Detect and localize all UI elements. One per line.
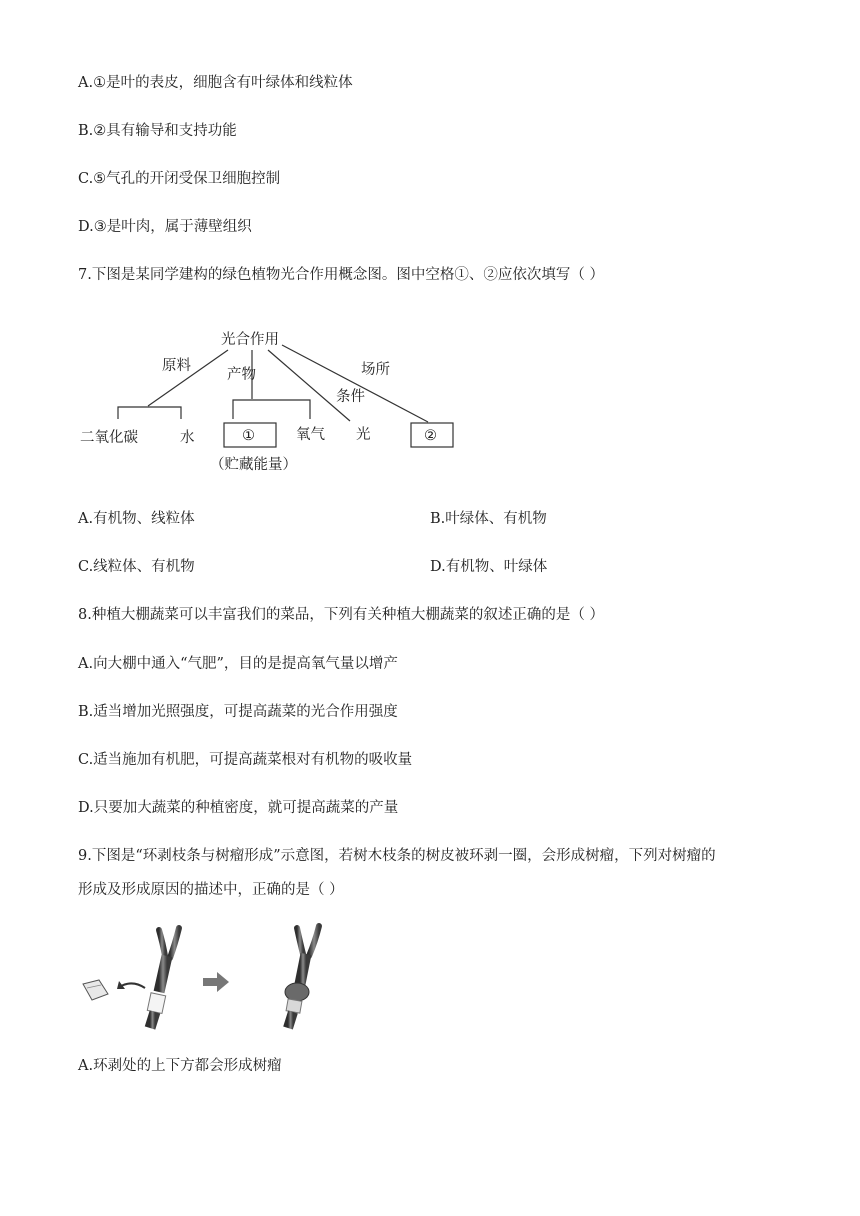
condition-light: 光 xyxy=(356,427,371,443)
photosynthesis-concept-map xyxy=(0,315,500,480)
label-condition: 条件 xyxy=(336,389,365,405)
label-raw-material: 原料 xyxy=(162,358,191,374)
q8-option-d: D.只要加大蔬菜的种植密度，就可提高蔬菜的产量 xyxy=(78,800,399,816)
q7-option-c: C.线粒体、有机物 xyxy=(78,559,195,575)
right-arrow-icon xyxy=(203,972,229,992)
q8-option-c: C.适当施加有机肥，可提高蔬菜根对有机物的吸收量 xyxy=(78,752,413,768)
blank-1-note: （贮藏能量） xyxy=(210,457,297,473)
q7-stem: 7.下图是某同学建构的绿色植物光合作用概念图。图中空格①、②应依次填写（ ） xyxy=(78,267,604,283)
q8-option-b: B.适当增加光照强度，可提高蔬菜的光合作用强度 xyxy=(78,704,398,720)
q7-option-a: A.有机物、线粒体 xyxy=(78,511,195,527)
blank-1: ① xyxy=(242,428,255,444)
q9-stem-line1: 9.下图是“环剥枝条与树瘤形成”示意图，若树木枝条的树皮被环剥一圈，会形成树瘤，下列对树瘤的 xyxy=(78,848,716,864)
label-product: 产物 xyxy=(227,367,256,383)
peeled-bark-piece xyxy=(83,980,108,1000)
girdled-branch-illustration xyxy=(75,922,345,1032)
curved-arrow-icon xyxy=(117,981,145,989)
label-place: 场所 xyxy=(361,362,390,378)
q7-option-b: B.叶绿体、有机物 xyxy=(430,511,547,527)
q6-option-c: C.⑤气孔的开闭受保卫细胞控制 xyxy=(78,171,281,187)
q6-option-d: D.③是叶肉，属于薄壁组织 xyxy=(78,219,252,235)
concept-root: 光合作用 xyxy=(221,332,279,348)
product-oxygen: 氧气 xyxy=(296,427,325,443)
blank-2: ② xyxy=(424,428,437,444)
q7-option-d: D.有机物、叶绿体 xyxy=(430,559,548,575)
q6-option-b: B.②具有输导和支持功能 xyxy=(78,123,237,139)
q9-stem-line2: 形成及形成原因的描述中，正确的是（ ） xyxy=(78,882,344,898)
q9-option-a: A.环剥处的上下方都会形成树瘤 xyxy=(78,1058,282,1074)
raw-water: 水 xyxy=(180,430,195,446)
branch-after xyxy=(285,926,319,1028)
q8-stem: 8.种植大棚蔬菜可以丰富我们的菜品，下列有关种植大棚蔬菜的叙述正确的是（ ） xyxy=(78,607,604,623)
raw-co2: 二氧化碳 xyxy=(80,430,138,446)
q6-option-a: A.①是叶的表皮，细胞含有叶绿体和线粒体 xyxy=(78,75,353,91)
q8-option-a: A.向大棚中通入“气肥”，目的是提高氧气量以增产 xyxy=(78,656,398,672)
branch-before xyxy=(147,928,179,1028)
